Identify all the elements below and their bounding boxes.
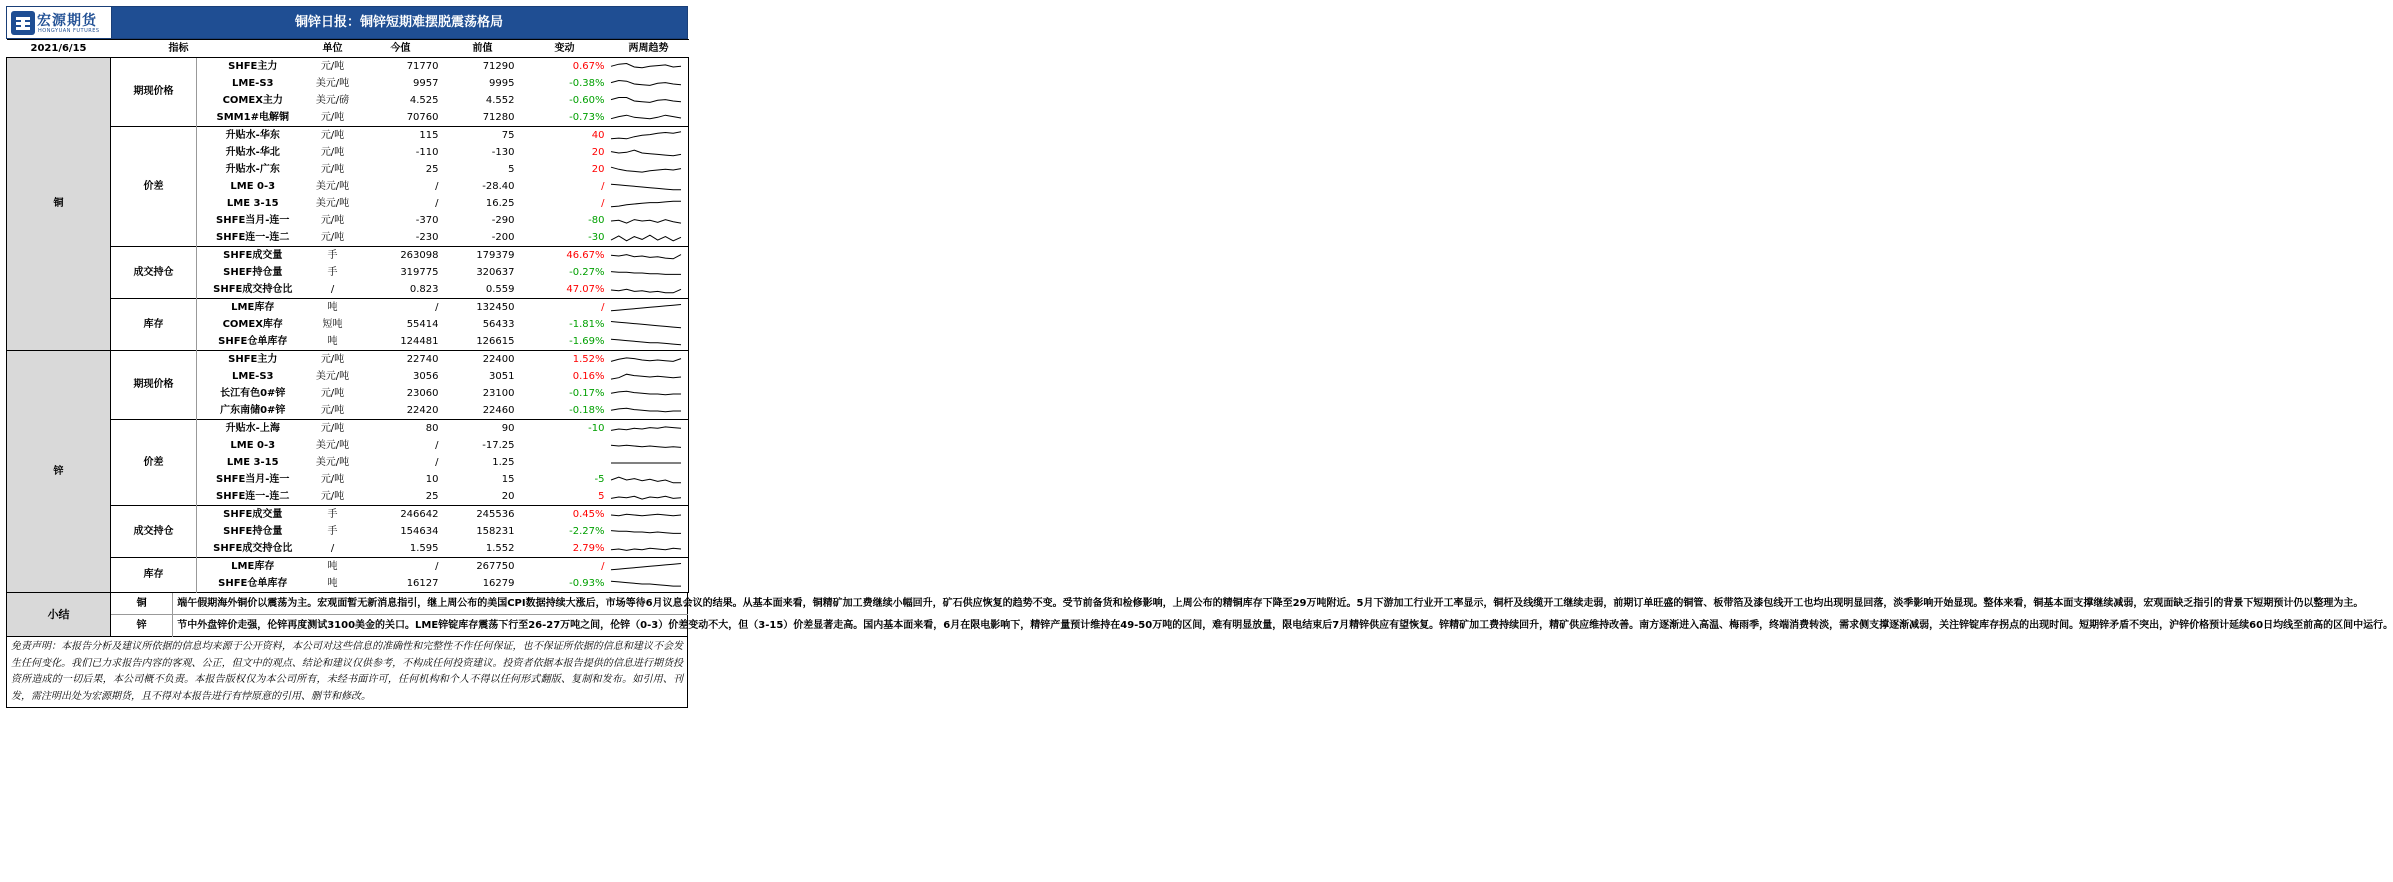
indicator-unit: 元/吨 xyxy=(320,111,345,123)
indicator-unit: 吨 xyxy=(327,577,338,589)
previous-value: 1.552 xyxy=(485,542,515,554)
current-value: 154634 xyxy=(400,525,439,537)
previous-value: 1.25 xyxy=(492,456,515,468)
change-value: -80 xyxy=(588,214,605,226)
summary-metal: 锌 xyxy=(111,615,173,637)
table-row xyxy=(7,58,689,76)
change-value: / xyxy=(601,197,605,209)
trend-sparkline xyxy=(609,128,683,144)
indicator-name: SHFE持仓量 xyxy=(223,525,283,537)
trend-cell xyxy=(609,58,689,76)
trend-line xyxy=(611,514,681,515)
trend-sparkline xyxy=(609,507,683,523)
change-value: -0.17% xyxy=(569,387,605,399)
change-value: -30 xyxy=(588,231,605,243)
trend-cell xyxy=(609,316,689,333)
trend-line xyxy=(611,150,681,156)
column-header-indicator: 指标 xyxy=(111,40,197,58)
indicator-name: SHFE连一-连二 xyxy=(216,490,290,502)
indicator-unit: 美元/吨 xyxy=(315,77,350,89)
trend-cell xyxy=(609,75,689,92)
previous-value: 132450 xyxy=(445,299,521,317)
indicator-unit: 元/吨 xyxy=(320,163,345,175)
indicator-name: SHFE当月-连一 xyxy=(216,473,290,485)
column-header-change: 变动 xyxy=(521,40,609,58)
trend-cell xyxy=(609,195,689,212)
current-value: / xyxy=(357,558,445,576)
trend-sparkline xyxy=(609,369,683,385)
indicator-unit: 美元/吨 xyxy=(315,370,350,382)
previous-value: 0.559 xyxy=(485,283,515,295)
category-label: 价差 xyxy=(111,420,197,506)
indicator-unit: / xyxy=(330,283,335,295)
trend-sparkline xyxy=(609,213,683,229)
column-header-previous: 前值 xyxy=(445,40,521,58)
summary-metal: 铜 xyxy=(111,593,173,615)
change-value: 0.67% xyxy=(572,60,605,72)
trend-line xyxy=(611,426,681,430)
current-value: / xyxy=(357,299,445,317)
change-value: 47.07% xyxy=(566,283,605,295)
change-value: -1.81% xyxy=(569,318,605,330)
current-value: 70760 xyxy=(406,111,439,123)
current-value: / xyxy=(435,180,439,192)
indicator-unit: / xyxy=(330,542,335,554)
indicator-unit: 吨 xyxy=(309,299,357,317)
trend-line xyxy=(611,184,681,190)
indicator-unit: 元/吨 xyxy=(309,127,357,145)
previous-value: 71280 xyxy=(482,111,515,123)
previous-value: 245536 xyxy=(445,506,521,524)
indicator-unit: 美元/吨 xyxy=(315,456,350,468)
trend-sparkline xyxy=(609,76,683,92)
trend-cell xyxy=(609,454,689,471)
column-header-trend: 两周趋势 xyxy=(609,40,689,58)
category-label: 成交持仓 xyxy=(111,247,197,299)
previous-value: 90 xyxy=(445,420,521,438)
indicator-name: LME 0-3 xyxy=(230,439,276,451)
indicator-name: SHFE连一-连二 xyxy=(216,231,290,243)
indicator-name: SHFE成交量 xyxy=(197,247,309,265)
trend-sparkline xyxy=(609,559,683,575)
previous-value: 126615 xyxy=(476,335,515,347)
current-value: -110 xyxy=(415,146,439,158)
summary-row xyxy=(7,593,688,615)
previous-value: 56433 xyxy=(482,318,515,330)
indicator-unit: 吨 xyxy=(327,335,338,347)
change-value: 0.16% xyxy=(572,370,605,382)
indicator-name: SHFE当月-连一 xyxy=(216,214,290,226)
previous-value: 16.25 xyxy=(485,197,515,209)
current-value: 71770 xyxy=(406,60,439,72)
change-value: 40 xyxy=(521,127,609,145)
trend-line xyxy=(611,289,681,293)
category-label: 期现价格 xyxy=(111,351,197,420)
indicator-unit: 美元/吨 xyxy=(315,439,350,451)
change-value: / xyxy=(521,299,609,317)
brand-name-en: HONGYUAN FUTURES xyxy=(38,28,100,34)
previous-value: 158231 xyxy=(476,525,515,537)
previous-value: 22460 xyxy=(482,404,515,416)
trend-sparkline xyxy=(609,230,683,246)
trend-line xyxy=(611,219,681,223)
trend-sparkline xyxy=(609,300,683,316)
previous-value: 320637 xyxy=(476,266,515,278)
trend-cell xyxy=(609,488,689,506)
trend-line xyxy=(611,445,681,447)
change-value: -2.27% xyxy=(569,525,605,537)
previous-value: 22400 xyxy=(445,351,521,369)
trend-line xyxy=(611,321,681,327)
column-header-current: 今值 xyxy=(357,40,445,58)
previous-value: -130 xyxy=(491,146,515,158)
trend-sparkline xyxy=(609,421,683,437)
trend-line xyxy=(611,201,681,207)
previous-value: -17.25 xyxy=(482,439,515,451)
indicator-name: LME 3-15 xyxy=(226,197,279,209)
indicator-name: SHFE成交持仓比 xyxy=(213,542,293,554)
current-value: 263098 xyxy=(357,247,445,265)
previous-value: 5 xyxy=(508,163,515,175)
trend-line xyxy=(611,304,681,310)
change-value: 2.79% xyxy=(572,542,605,554)
indicator-name: 升贴水-华北 xyxy=(225,146,280,158)
previous-value: 9995 xyxy=(489,77,515,89)
metal-label: 锌 xyxy=(7,351,111,593)
indicator-name: SHFE仓单库存 xyxy=(218,577,288,589)
trend-sparkline xyxy=(609,282,683,298)
summary-text: 端午假期海外铜价以震荡为主。宏观面暂无新消息指引，继上周公布的美国CPI数据持续大涨后，市场等待6月议息会议的结果。从基本面来看，铜精矿加工费继续小幅回升，矿石供应恢复的趋势不变。受节前备货和检修影响，上周公布的精铜库存下降至29万吨附近。5月下游加工行业开工率显示，铜杆及线缆开工继续走弱，前期订单旺盛的铜管、板带箔及漆包线开工也均出现明显回落，淡季影响开始显现。整体来看，铜基本面支撑继续减弱，宏观面缺乏指引的背景下短期预计仍以整理为主。 xyxy=(177,597,2364,609)
trend-sparkline xyxy=(609,317,683,333)
indicator-name: SHEF持仓量 xyxy=(223,266,283,278)
trend-line xyxy=(611,563,681,569)
current-value: 55414 xyxy=(406,318,439,330)
trend-line xyxy=(611,581,681,586)
trend-line xyxy=(611,357,681,361)
metal-label: 铜 xyxy=(7,58,111,351)
indicator-unit: 元/吨 xyxy=(320,473,345,485)
trend-line xyxy=(611,80,681,85)
trend-line xyxy=(611,374,681,379)
previous-value: 71290 xyxy=(482,60,515,72)
trend-line xyxy=(611,548,681,550)
current-value: 319775 xyxy=(400,266,439,278)
trend-sparkline xyxy=(609,386,683,402)
trend-cell xyxy=(609,523,689,540)
current-value: -370 xyxy=(415,214,439,226)
summary-text: 节中外盘锌价走强，伦锌再度测试3100美金的关口。LME锌锭库存震荡下行至26-27万吨之间，伦锌（0-3）价差变动不大，但（3-15）价差显著走高。国内基本面来看，6月在限电影响下，精锌产量预计维持在49-50万吨的区间，难有明显放量，限电结束后7月精锌供应有望恢复。锌精矿加工费持续回升，精矿供应维持改善。南方逐渐进入高温、梅雨季，终端消费转淡，需求侧支撑逐渐减弱，关注锌锭库存拐点的出现时间。短期锌矛盾不突出，沪锌价格预计延续60日均线至前高的区间中运行。 xyxy=(173,615,688,637)
previous-value: -28.40 xyxy=(482,180,515,192)
current-value: 246642 xyxy=(357,506,445,524)
previous-value: 20 xyxy=(501,490,515,502)
trend-sparkline xyxy=(609,438,683,454)
disclaimer-text: 免责声明：本报告分析及建议所依据的信息均来源于公开资料，本公司对这些信息的准确性和完整性不作任何保证，也不保证所依据的信息和建议不会发生任何变化。我们已力求报告内容的客观、公正，但文中的观点、结论和建议仅供参考，不构成任何投资建议。投资者依据本报告提供的信息进行期货投资所造成的一切后果，本公司概不负责。本报告版权仅为本公司所有，未经书面许可，任何机构和个人不得以任何形式翻版、复制和发布。如引用、刊发，需注明出处为宏源期货，且不得对本报告进行有悖原意的引用、删节和修改。 xyxy=(6,637,688,708)
column-header-date: 2021/6/15 xyxy=(7,40,111,58)
trend-cell xyxy=(609,575,689,593)
indicator-name: LME 0-3 xyxy=(230,180,276,192)
summary-table xyxy=(6,593,2393,637)
trend-sparkline xyxy=(609,196,683,212)
indicator-name: LME-S3 xyxy=(232,370,274,382)
trend-line xyxy=(611,339,681,345)
indicator-unit: 元/吨 xyxy=(320,146,345,158)
report-title: 铜锌日报：铜锌短期难摆脱震荡格局 xyxy=(294,15,503,30)
change-value: 5 xyxy=(598,490,605,502)
change-value: -0.73% xyxy=(569,111,605,123)
trend-sparkline xyxy=(609,455,683,471)
change-value: / xyxy=(521,558,609,576)
indicator-name: 广东南储0#锌 xyxy=(220,404,286,416)
indicator-name: LME 3-15 xyxy=(226,456,279,468)
category-label: 成交持仓 xyxy=(111,506,197,558)
indicator-unit: 元/吨 xyxy=(320,214,345,226)
indicator-unit: 手 xyxy=(309,506,357,524)
change-value: -0.27% xyxy=(569,266,605,278)
brand-name-cn: 宏源期货 xyxy=(37,13,97,29)
indicator-unit: 吨 xyxy=(309,558,357,576)
summary-label: 小结 xyxy=(7,593,111,637)
indicator-name: SHFE主力 xyxy=(197,351,309,369)
trend-sparkline xyxy=(609,352,683,368)
trend-sparkline xyxy=(609,541,683,557)
trend-cell xyxy=(609,471,689,488)
trend-cell xyxy=(609,540,689,558)
trend-sparkline xyxy=(609,145,683,161)
current-value: 9957 xyxy=(413,77,439,89)
trend-cell xyxy=(609,558,689,576)
trend-line xyxy=(611,496,681,499)
indicator-unit: 手 xyxy=(327,525,338,537)
indicator-name: 升贴水-广东 xyxy=(225,163,280,175)
daily-report-sheet xyxy=(6,6,2393,708)
current-value: 115 xyxy=(357,127,445,145)
current-value: 16127 xyxy=(406,577,439,589)
indicator-unit: 手 xyxy=(309,247,357,265)
trend-sparkline xyxy=(609,524,683,540)
trend-sparkline xyxy=(609,93,683,109)
current-value: 10 xyxy=(425,473,439,485)
trend-cell xyxy=(609,144,689,161)
trend-sparkline xyxy=(609,489,683,505)
trend-cell xyxy=(609,420,689,438)
change-value xyxy=(521,437,609,454)
change-value: / xyxy=(601,180,605,192)
current-value: -230 xyxy=(415,231,439,243)
indicator-unit: 元/吨 xyxy=(320,404,345,416)
trend-sparkline xyxy=(609,248,683,264)
trend-cell xyxy=(609,161,689,178)
indicator-unit: 元/吨 xyxy=(309,420,357,438)
current-value: 0.823 xyxy=(409,283,439,295)
trend-sparkline xyxy=(609,472,683,488)
current-value: 25 xyxy=(425,163,439,175)
change-value: 46.67% xyxy=(521,247,609,265)
indicator-unit: 元/吨 xyxy=(320,60,345,72)
current-value: 23060 xyxy=(406,387,439,399)
trend-sparkline xyxy=(609,179,683,195)
trend-cell xyxy=(609,229,689,247)
previous-value: 267750 xyxy=(445,558,521,576)
trend-cell xyxy=(609,264,689,281)
previous-value: 4.552 xyxy=(485,94,515,106)
indicator-unit: 元/吨 xyxy=(309,351,357,369)
current-value: 4.525 xyxy=(409,94,439,106)
trend-cell xyxy=(609,506,689,524)
table-row xyxy=(7,351,689,369)
current-value: 3056 xyxy=(413,370,439,382)
previous-value: 15 xyxy=(501,473,515,485)
current-value: 22420 xyxy=(406,404,439,416)
change-value: -0.18% xyxy=(569,404,605,416)
trend-cell xyxy=(609,437,689,454)
indicator-name: LME库存 xyxy=(197,299,309,317)
change-value: 0.45% xyxy=(521,506,609,524)
indicator-unit: 短吨 xyxy=(322,318,343,330)
trend-line xyxy=(611,63,681,67)
category-label: 库存 xyxy=(111,558,197,593)
change-value: -0.93% xyxy=(569,577,605,589)
trend-sparkline xyxy=(609,334,683,350)
previous-value: -290 xyxy=(491,214,515,226)
trend-cell xyxy=(609,127,689,145)
previous-value: -200 xyxy=(491,231,515,243)
trend-line xyxy=(611,530,681,533)
column-header-unit: 单位 xyxy=(309,40,357,58)
previous-value: 75 xyxy=(445,127,521,145)
current-value: / xyxy=(435,456,439,468)
brand-logo xyxy=(7,7,112,38)
change-value: 20 xyxy=(591,146,605,158)
report-header xyxy=(6,6,688,39)
trend-line xyxy=(611,167,681,172)
trend-cell xyxy=(609,299,689,317)
trend-cell xyxy=(609,351,689,369)
trend-line xyxy=(611,391,681,395)
trend-line xyxy=(611,235,681,241)
indicator-name: SMM1#电解铜 xyxy=(216,111,289,123)
trend-cell xyxy=(609,109,689,127)
current-value: 1.595 xyxy=(409,542,439,554)
category-label: 库存 xyxy=(111,299,197,351)
trend-line xyxy=(611,97,681,102)
trend-cell xyxy=(609,333,689,351)
indicator-unit: 元/吨 xyxy=(320,490,345,502)
trend-line xyxy=(611,271,681,274)
trend-sparkline xyxy=(609,59,683,75)
indicator-unit: 美元/吨 xyxy=(315,197,350,209)
trend-line xyxy=(611,115,681,119)
trend-sparkline xyxy=(609,576,683,592)
change-value: 20 xyxy=(591,163,605,175)
change-value: -0.38% xyxy=(569,77,605,89)
indicator-name: 长江有色0#锌 xyxy=(220,387,286,399)
brand-logo-icon xyxy=(11,11,35,35)
trend-line xyxy=(611,408,681,412)
trend-cell xyxy=(609,368,689,385)
indicator-unit: 元/吨 xyxy=(320,231,345,243)
previous-value: 23100 xyxy=(482,387,515,399)
current-value: 25 xyxy=(425,490,439,502)
change-value: -5 xyxy=(594,473,605,485)
indicator-unit: 美元/吨 xyxy=(315,180,350,192)
trend-sparkline xyxy=(609,162,683,178)
trend-cell xyxy=(609,402,689,420)
trend-line xyxy=(611,254,681,258)
indicator-unit: 手 xyxy=(327,266,338,278)
indicator-name: SHFE成交量 xyxy=(197,506,309,524)
indicator-name: COMEX库存 xyxy=(222,318,283,330)
indicator-table xyxy=(6,39,689,593)
current-value: 22740 xyxy=(357,351,445,369)
trend-cell xyxy=(609,385,689,402)
indicator-name: LME库存 xyxy=(197,558,309,576)
indicator-name: 升贴水-上海 xyxy=(197,420,309,438)
change-value: 1.52% xyxy=(521,351,609,369)
trend-cell xyxy=(609,247,689,265)
previous-value: 179379 xyxy=(445,247,521,265)
indicator-name: SHFE仓单库存 xyxy=(218,335,288,347)
current-value: 124481 xyxy=(400,335,439,347)
current-value: / xyxy=(435,439,439,451)
indicator-name: LME-S3 xyxy=(232,77,274,89)
trend-sparkline xyxy=(609,265,683,281)
trend-cell xyxy=(609,92,689,109)
trend-sparkline xyxy=(609,110,683,126)
change-value: -10 xyxy=(521,420,609,438)
trend-cell xyxy=(609,281,689,299)
change-value: -1.69% xyxy=(569,335,605,347)
indicator-unit: 元/吨 xyxy=(320,387,345,399)
trend-line xyxy=(611,131,681,138)
indicator-name: 升贴水-华东 xyxy=(197,127,309,145)
column-header-row xyxy=(7,40,689,58)
indicator-name: SHFE主力 xyxy=(228,60,278,72)
indicator-name: SHFE成交持仓比 xyxy=(213,283,293,295)
current-value: 80 xyxy=(357,420,445,438)
previous-value: 3051 xyxy=(489,370,515,382)
previous-value: 16279 xyxy=(482,577,515,589)
indicator-unit: 美元/磅 xyxy=(315,94,350,106)
category-label: 价差 xyxy=(111,127,197,247)
indicator-name: COMEX主力 xyxy=(222,94,283,106)
change-value: -0.60% xyxy=(569,94,605,106)
column-header-spacer xyxy=(197,40,309,58)
trend-line xyxy=(611,477,681,483)
category-label: 期现价格 xyxy=(111,58,197,127)
trend-sparkline xyxy=(609,403,683,419)
trend-cell xyxy=(609,178,689,195)
current-value: / xyxy=(435,197,439,209)
change-value xyxy=(521,454,609,471)
trend-cell xyxy=(609,212,689,229)
